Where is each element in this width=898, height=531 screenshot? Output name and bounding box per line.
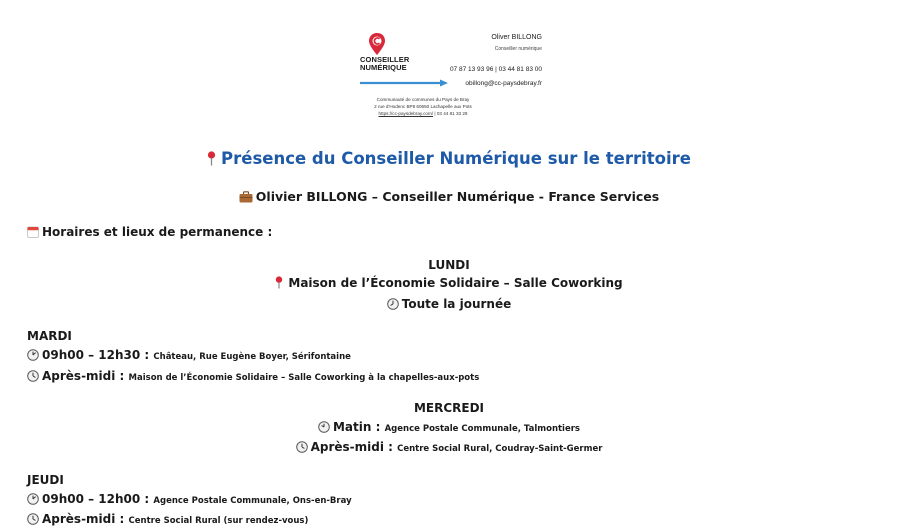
arrow-icon: [360, 79, 448, 87]
day-thursday: JEUDI: [27, 473, 64, 487]
signature-organization: Communauté de communes du Pays de Bray 2 rue d'Hodenc BP8 60650 Lachapelle aux Pots https://cc-paysdebray.com/ | 03 44 81 33 29: [374, 97, 472, 116]
clock-icon: [318, 421, 330, 433]
monday-time: Toute la journée: [0, 297, 898, 311]
email-signature: [360, 30, 550, 126]
tuesday-slot: 09h00 – 12h30 : Château, Rue Eugène Boyer, Sérifontaine: [27, 348, 351, 362]
organization-website-link[interactable]: https://cc-paysdebray.com/: [378, 111, 434, 116]
round-pushpin-icon: [207, 151, 216, 166]
thursday-slot: Après-midi : Centre Social Rural (sur rendez-vous): [27, 512, 308, 526]
round-pushpin-icon: [275, 276, 283, 289]
day-tuesday: MARDI: [27, 329, 72, 343]
signature-role: Conseiller numérique: [494, 46, 542, 52]
monday-place: Maison de l’Économie Solidaire – Salle Coworking: [0, 276, 898, 290]
page-title: Présence du Conseiller Numérique sur le territoire: [0, 149, 898, 168]
conseiller-numerique-logo: CONSEILLER NUMÉRIQUE: [360, 55, 410, 72]
clock-icon: [27, 493, 39, 505]
day-wednesday: MERCREDI: [413, 401, 485, 415]
tuesday-slot: Après-midi : Maison de l’Économie Solidaire – Salle Coworking à la chapelles-aux-pots: [27, 369, 479, 383]
clock-icon: [296, 441, 308, 453]
day-monday: LUNDI: [428, 258, 470, 272]
wednesday-slot: Après-midi : Centre Social Rural, Coudray-Saint-Germer: [0, 440, 898, 454]
briefcase-icon: [239, 191, 253, 203]
signature-phone: 07 87 13 93 96 | 03 44 81 83 00: [449, 66, 542, 73]
location-pin-logo-icon: [368, 32, 386, 56]
wednesday-slot: Matin : Agence Postale Communale, Talmontiers: [0, 420, 898, 434]
calendar-icon: [27, 226, 39, 238]
signature-email-link[interactable]: obillong@cc-paysdebray.fr: [465, 80, 542, 87]
advisor-subtitle: Olivier BILLONG – Conseiller Numérique - France Services: [0, 189, 898, 204]
schedule-heading: Horaires et lieux de permanence :: [27, 225, 272, 239]
clock-icon: [27, 349, 39, 361]
clock-icon: [27, 513, 39, 525]
thursday-slot: 09h00 – 12h00 : Agence Postale Communale, Ons-en-Bray: [27, 492, 352, 506]
signature-name: Oliver BILLONG: [491, 34, 542, 41]
clock-icon: [387, 298, 399, 310]
clock-icon: [27, 370, 39, 382]
